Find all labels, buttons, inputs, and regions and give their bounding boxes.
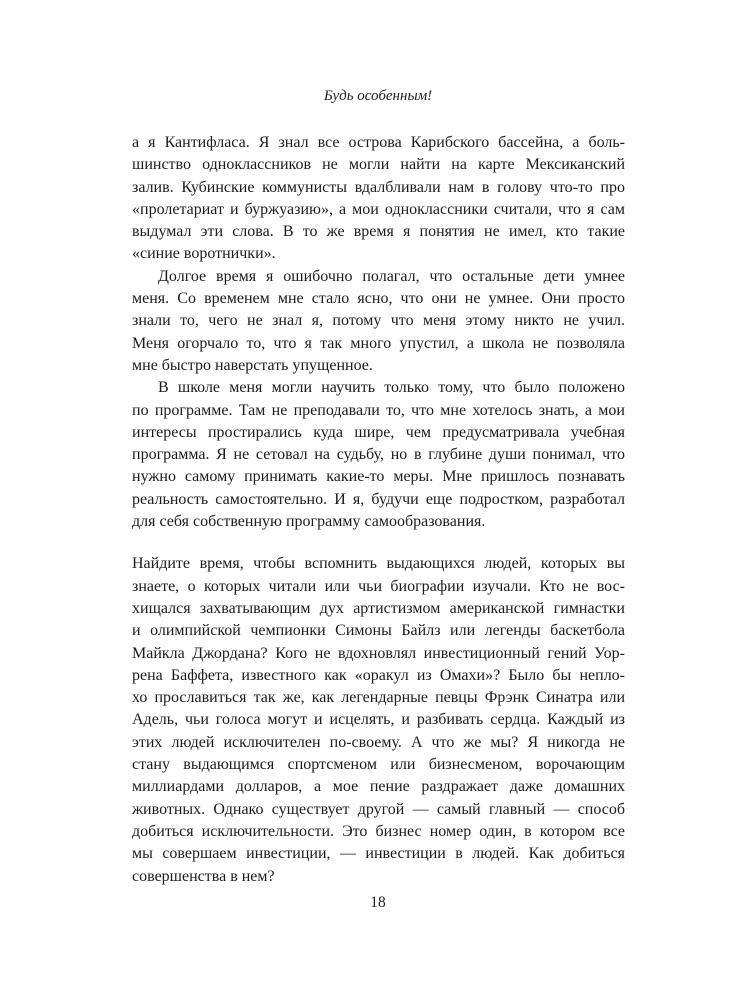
paragraph [132,553,625,887]
text-line: этих людей исключителен по-своему. А что же мы? Я никогда не [132,733,625,751]
page-number: 18 [370,894,386,911]
text-line: рена Баффета, известного как «оракул из Омахи»? Было бы непло- [132,666,625,684]
text-line: знали то, чего не знал я, потому что меня этому никто не учил. [132,312,625,330]
text-line: хо прославиться так же, как легендарные певцы Фрэнк Синатра или [132,689,625,707]
text-line: программа. Я не сетовал на судьбу, но в глубине души понимал, что [132,446,625,464]
text-line: Адель, чьи голоса могут и исцелять, и разбивать сердца. Каждый из [132,711,625,729]
text-line: Майкла Джордана? Кого не вдохновлял инвестиционный гений Уор- [132,644,625,662]
text-block [132,132,625,888]
text-line: меня. Со временем мне стало ясно, что они не умнее. Они просто [132,290,625,308]
text-line: знаете, о которых читали или чьи биографии изучали. Кто не вос- [132,577,625,595]
text-line: шинство одноклассников не могли найти на карте Мексиканский [132,156,625,174]
text-line: хищался захватывающим дух артистизмом американской гимнастки [132,599,625,617]
paragraph [132,377,625,533]
text-line: В школе меня могли научить только тому, что было положено [158,379,625,397]
text-line: миллиардами долларов, а мое пение раздражает даже домашних [132,778,625,796]
text-line: нужно самому принимать какие-то меры. Мне пришлось познавать [132,468,625,486]
paragraph [132,132,625,266]
text-line: реальность самостоятельно. И я, будучи еще подростком, разработал [132,490,625,508]
text-line: Найдите время, чтобы вспомнить выдающихся людей, которых вы [132,555,625,573]
text-line: интересы простирались куда шире, чем предусматривала учебная [132,423,625,441]
text-line: «синие воротнички». [132,245,276,263]
text-line: и олимпийской чемпионки Симоны Байлз или легенды баскетбола [132,622,625,640]
text-line: добиться исключительности. Это бизнес номер один, в котором все [132,822,625,840]
text-line: для себя собственную программу самообразования. [132,513,486,531]
text-line: по программе. Там не преподавали то, что мне хотелось знать, а мои [132,401,625,419]
text-line: мне быстро наверстать упущенное. [132,356,373,374]
text-line: стану выдающимся спортсменом или бизнесменом, ворочающим [132,756,625,774]
text-line: выдумал эти слова. В то же время я понятия не имел, кто такие [132,223,625,241]
text-line: животных. Однако существует другой — самый главный — способ [132,800,625,818]
paragraph [132,266,625,377]
running-header: Будь особенным! [323,88,433,104]
text-line: «пролетариат и буржуазию», а мои одноклассники считали, что я сам [132,200,625,218]
text-line: залив. Кубинские коммунисты вдалбливали нам в голову что-то про [132,178,625,196]
text-line: а я Кантифласа. Я знал все острова Карибского бассейна, а боль- [132,134,625,151]
text-line: мы совершаем инвестиции, — инвестиции в людей. Как добиться [132,845,625,863]
text-line: Долгое время я ошибочно полагал, что остальные дети умнее [158,267,625,285]
text-line: совершенства в нем? [132,867,275,885]
text-line: Меня огорчало то, что я так много упустил, а школа не позволяла [132,334,625,352]
